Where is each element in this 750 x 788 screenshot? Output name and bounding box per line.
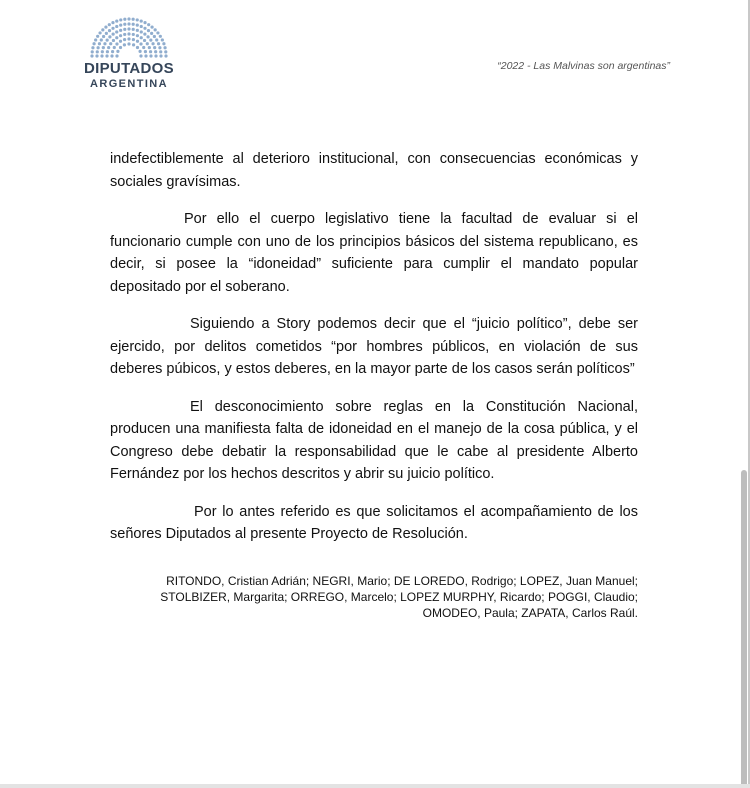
paragraph: Por ello el cuerpo legislativo tiene la facultad de evaluar si el funcionario cumple con uno de los principios básicos del sistema republicano, es decir, si posee la “idoneidad” suficiente para cumplir el mandato popular depositado por el soberano. bbox=[110, 211, 638, 295]
logo-title: DIPUTADOS bbox=[84, 60, 174, 77]
paragraph: Siguiendo a Story podemos decir que el “juicio político”, debe ser ejercido, por delitos cometidos “por hombres públicos, en violación de sus deberes púbicos, y estos deberes, en la mayor parte de los casos serán políticos” bbox=[110, 316, 638, 377]
signers-line: RITONDO, Cristian Adrián; NEGRI, Mario; DE LOREDO, Rodrigo; LOPEZ, Juan Manuel; bbox=[166, 574, 638, 588]
hemicycle-icon bbox=[90, 16, 168, 58]
header-motto: “2022 - Las Malvinas son argentinas” bbox=[497, 60, 670, 72]
paragraph: El desconocimiento sobre reglas en la Constitución Nacional, producen una manifiesta falta de idoneidad en el manejo de la cosa pública, y el Congreso debe debatir la responsabilidad que le cabe al presidente Alberto Fernández por los hechos descritos y abrir su juicio político. bbox=[110, 398, 638, 482]
diputados-logo bbox=[80, 14, 180, 94]
page-bottom-edge bbox=[0, 784, 750, 788]
signers-block bbox=[140, 573, 638, 621]
paragraph: indefectiblemente al deterioro institucional, con consecuencias económicas y sociales gravísimas. bbox=[110, 151, 638, 190]
scrollbar-thumb[interactable] bbox=[741, 470, 747, 788]
signers-line: OMODEO, Paula; ZAPATA, Carlos Raúl. bbox=[422, 606, 638, 620]
signers-line: STOLBIZER, Margarita; ORREGO, Marcelo; LOPEZ MURPHY, Ricardo; POGGI, Claudio; bbox=[160, 590, 638, 604]
logo-subtitle: ARGENTINA bbox=[90, 78, 168, 90]
document-body bbox=[110, 148, 638, 561]
paragraph: Por lo antes referido es que solicitamos el acompañamiento de los señores Diputados al presente Proyecto de Resolución. bbox=[110, 503, 638, 542]
